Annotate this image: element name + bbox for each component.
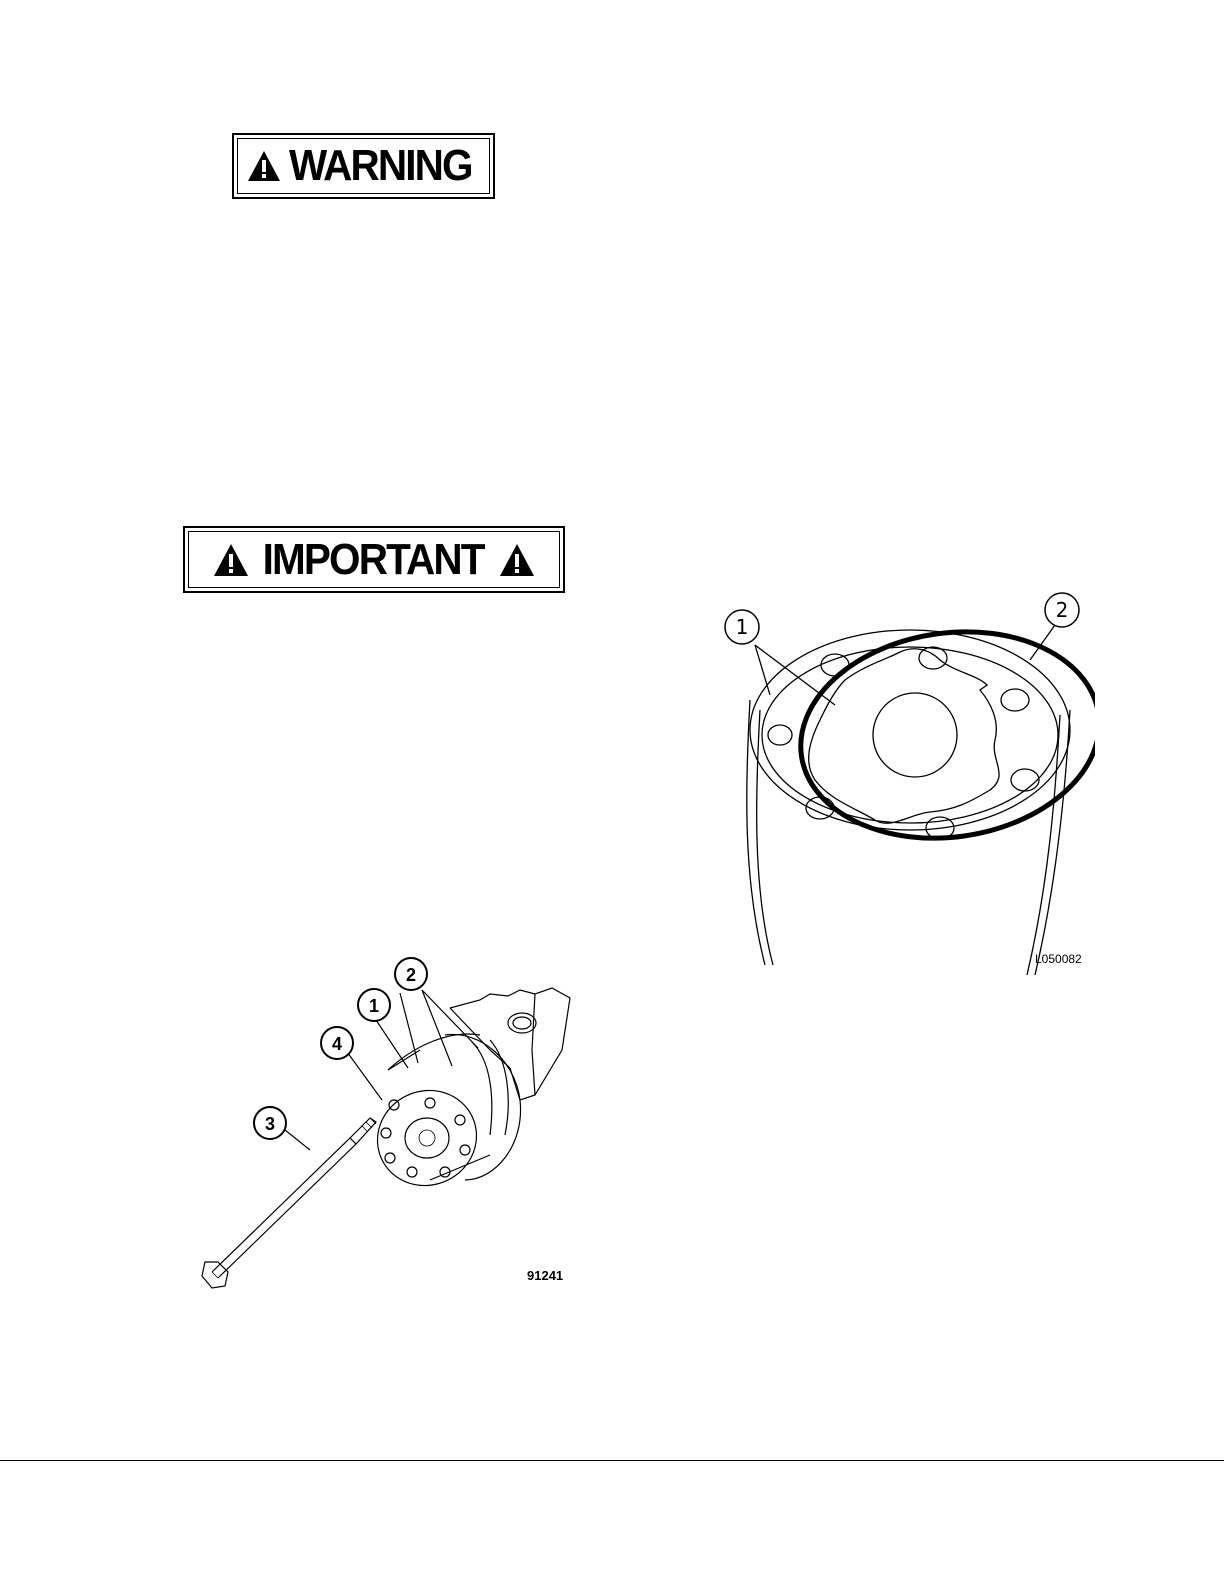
motor-bolt-illustration [190,950,590,1300]
callout-1: 1 [735,615,749,639]
figure-code: 91241 [527,1268,564,1283]
warning-triangle-icon [247,150,281,182]
warning-text: WARNING [289,141,472,190]
callout-1: 1 [368,996,380,1016]
important-text: IMPORTANT [262,534,484,584]
motor-bolt-drawing [190,950,590,1300]
warning-triangle-icon [499,543,535,577]
callout-2: 2 [405,965,417,985]
warning-label [232,133,495,199]
important-label [183,526,565,593]
callout-3: 3 [264,1114,276,1134]
warning-triangle-icon [213,543,249,577]
figure-code: L050082 [1035,952,1082,966]
callout-4: 4 [331,1034,343,1054]
oring-drawing [715,590,1095,980]
page-divider [0,1460,1224,1461]
callout-2: 2 [1055,598,1069,622]
oring-illustration [715,590,1095,980]
